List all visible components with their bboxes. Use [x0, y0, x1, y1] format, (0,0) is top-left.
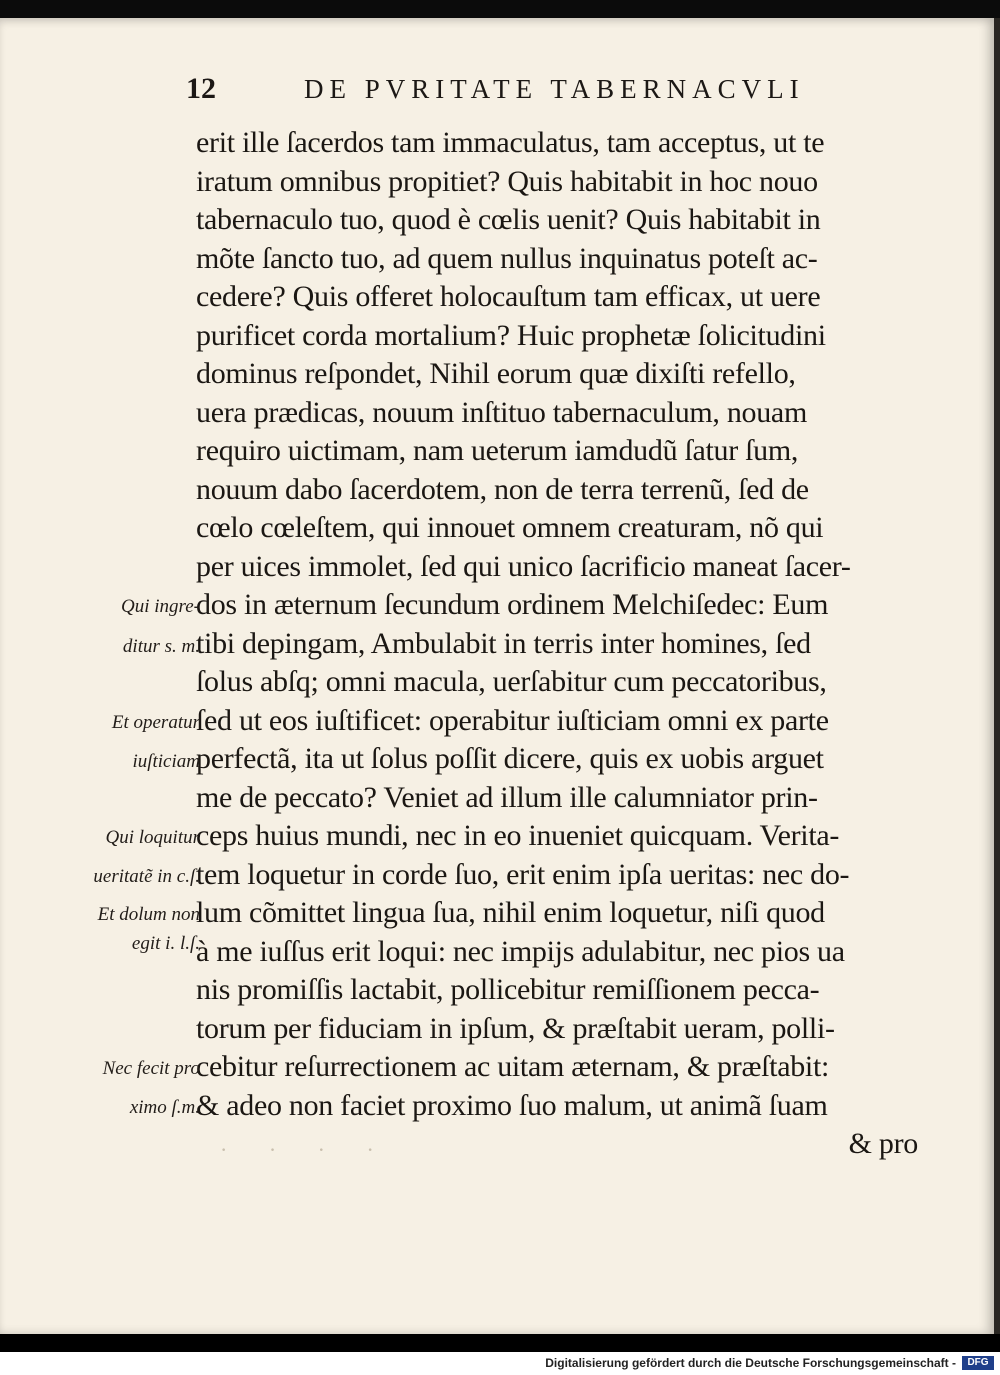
text-line: à me iuſſus erit loqui: nec impijs adulabitur, nec pios ua [196, 934, 845, 968]
text-line: perfectã, ita ut ſolus poſſit dicere, quis ex uobis arguet [196, 742, 824, 775]
text-line: ſolus abſq; omni macula, uerſabitur cum peccatoribus, [196, 665, 827, 698]
text-line: cebitur reſurrectionem ac uitam æternam, & præſtabit: [196, 1050, 830, 1083]
running-head: DE PVRITATE TABERNACVLI [304, 74, 805, 104]
text-line: ſed ut eos iuſtificet: operabitur iuſticiam omni ex parte [196, 703, 829, 737]
text-line: lum cõmittet lingua ſua, nihil enim loquetur, niſi quod [196, 896, 825, 929]
scan-top-border [0, 0, 1000, 18]
margin-note: Qui ingre- [121, 596, 200, 617]
text-line: dos in æternum ſecundum ordinem Melchiſedec: Eum [196, 588, 829, 621]
text-line: nis promiſſis lactabit, pollicebitur remiſſionem pecca- [196, 973, 820, 1006]
text-line: erit ille ſacerdos tam immaculatus, tam acceptus, ut te [196, 126, 825, 159]
show-through-mark: · · · · [220, 1137, 392, 1162]
text-line: ceps huius mundi, nec in eo inueniet quicquam. Verita- [196, 819, 840, 852]
margin-note: ueritatẽ in c.ſ. [93, 865, 200, 887]
text-line: me de peccato? Veniet ad illum ille calumniator prin- [196, 780, 818, 814]
text-line: nouum dabo ſacerdotem, non de terra terrenũ, ſed de [196, 472, 809, 506]
text-line: & adeo non faciet proximo ſuo malum, ut animã ſuam [196, 1088, 828, 1122]
margin-note: Nec fecit pro [102, 1058, 200, 1079]
margin-note: ximo ſ.m. [129, 1096, 200, 1118]
margin-note: egit i. l.ſ. [131, 932, 200, 954]
text-line: cœlo cœleſtem, qui innouet omnem creaturam, nõ qui [196, 511, 824, 544]
text-line: & pro [848, 1127, 918, 1160]
text-line: purificet corda mortalium? Huic prophetæ ſolicitudini [196, 318, 826, 352]
main-text-block [196, 124, 936, 1164]
page-edge [994, 18, 1000, 1334]
margin-note: ditur s. m. [122, 635, 200, 657]
text-line: tem loquetur in corde ſuo, erit enim ipſa ueritas: nec do- [196, 857, 850, 891]
text-line: tabernaculo tuo, quod è cœlis uenit? Quis habitabit in [196, 203, 821, 236]
text-line: dominus reſpondet, Nihil eorum quæ dixiſti refello, [196, 357, 796, 390]
margin-note: iuſticiam [132, 751, 200, 772]
text-line: tibi depingam, Ambulabit in terris inter homines, ſed [196, 626, 811, 660]
margin-note: Qui loquitur [105, 827, 200, 848]
text-line: torum per fiduciam in ipſum, & præſtabit ueram, polli- [196, 1011, 835, 1045]
text-line: uera prædicas, nouum inſtituo tabernaculum, nouam [196, 395, 807, 429]
page-number: 12 [186, 72, 216, 105]
text-line: iratum omnibus propitiet? Quis habitabit in hoc nouo [196, 164, 818, 198]
funding-credit: Digitalisierung gefördert durch die Deutsche Forschungsgemeinschaft - [545, 1356, 956, 1370]
page-header [186, 66, 926, 110]
text-line: mõte ſancto tuo, ad quem nullus inquinatus poteſt ac- [196, 241, 818, 275]
dfg-logo-icon: DFG [962, 1356, 994, 1370]
text-line: cedere? Quis offeret holocauſtum tam efficax, ut uere [196, 280, 821, 313]
text-line: per uices immolet, ſed qui unico ſacrificio maneat ſacer- [196, 549, 851, 583]
margin-note: Et dolum non [97, 904, 200, 925]
footer-bar [0, 1352, 1000, 1375]
margin-note: Et operatur [111, 711, 200, 733]
text-line: requiro uictimam, nam ueterum iamdudũ ſatur ſum, [196, 434, 799, 467]
